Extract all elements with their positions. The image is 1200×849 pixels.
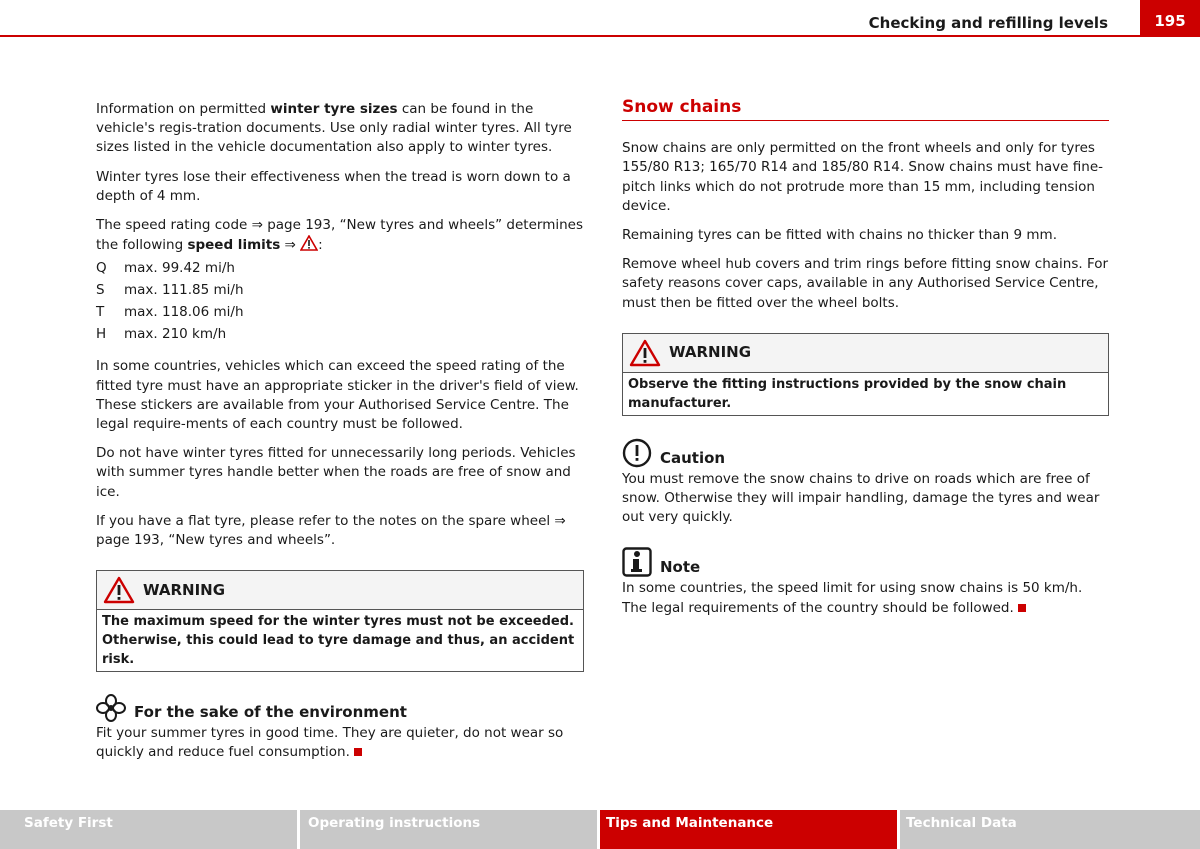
- end-mark: [1018, 604, 1026, 612]
- paragraph-sticker: In some countries, vehicles which can exceed the speed rating of the fitted tyre must have an appropriate sticker in the driver's field of view. These stickers are available from your Authorised Service Centre. The legal require-ments of each country must be followed.: [96, 358, 579, 433]
- caution-title: Caution: [660, 448, 726, 467]
- caution-icon: [622, 438, 652, 468]
- tab-operating-instructions[interactable]: Operating instructions: [300, 810, 597, 849]
- warning-title: WARNING: [669, 343, 752, 362]
- warning-title: WARNING: [143, 580, 226, 599]
- caution-header: [622, 438, 1109, 468]
- note-text: In some countries, the speed limit for using snow chains is 50 km/h. The legal requirements of the country should be followed.: [622, 580, 1083, 616]
- flower-icon: [96, 694, 126, 722]
- list-item: H max. 210 km/h: [96, 326, 227, 343]
- environment-title: For the sake of the environment: [134, 703, 407, 722]
- right-column: [622, 98, 1109, 628]
- note-title: Note: [660, 558, 701, 577]
- note-header: [622, 547, 1109, 577]
- left-column: [96, 100, 584, 773]
- info-icon: [622, 547, 652, 577]
- warning-text: Observe the fitting instructions provided by the snow chain manufacturer.: [628, 376, 1067, 411]
- bold-term: winter tyre sizes: [270, 101, 398, 117]
- tab-safety-first[interactable]: Safety First: [0, 810, 297, 849]
- caution-text: You must remove the snow chains to drive on roads which are free of snow. Otherwise they will impair handling, damage the tyres and wear out very quickly.: [622, 470, 1100, 526]
- warning-text: The maximum speed for the winter tyres must not be exceeded. Otherwise, this could lead to tyre damage and thus, an accident risk.: [102, 614, 575, 668]
- paragraph-winter-tyre-sizes: Information on permitted winter tyre sizes can be found in the vehicle's regis-tration documents. Use only radial winter tyres. All tyre sizes listed in the vehicle documentation also apply to winter tyres.: [96, 101, 572, 156]
- warning-box: [96, 570, 584, 672]
- tab-tips-and-maintenance[interactable]: Tips and Maintenance: [600, 810, 897, 849]
- environment-header: [96, 694, 584, 722]
- paragraph-remaining-tyres: Remaining tyres can be fitted with chains no thicker than 9 mm.: [622, 227, 1057, 244]
- list-item: T max. 118.06 mi/h: [96, 304, 244, 321]
- paragraph-flat-tyre: If you have a flat tyre, please refer to the notes on the spare wheel ⇒ page 193, “New tyres and wheels”.: [96, 512, 566, 549]
- tab-technical-data[interactable]: Technical Data: [900, 810, 1200, 849]
- chapter-title: Checking and refilling levels: [868, 14, 1108, 32]
- header-rule: [0, 35, 1140, 37]
- page-number: 195: [1140, 0, 1200, 37]
- section-title: Snow chains: [622, 98, 1109, 121]
- warning-triangle-icon: [300, 235, 318, 251]
- paragraph-permitted-tyres: Snow chains are only permitted on the front wheels and only for tyres 155/80 R13; 165/70 R14 and 185/80 R14. Snow chains must have fine-pitch links which do not protrude more than 15 mm, including tension device.: [622, 140, 1104, 214]
- warning-header: [623, 334, 1108, 373]
- warning-triangle-icon: [103, 576, 135, 604]
- paragraph-winter-duration: Do not have winter tyres fitted for unnecessarily long periods. Vehicles with summer tyres handle better when the roads are free of snow and ice.: [96, 445, 576, 500]
- paragraph-hub-covers: Remove wheel hub covers and trim rings before fitting snow chains. For safety reasons cover caps, available in any Authorised Service Centre, must then be fitted over the wheel bolts.: [622, 256, 1109, 311]
- paragraph-speed-rating: The speed rating code ⇒ page 193, “New tyres and wheels” determines the following speed limits ⇒ :: [96, 217, 584, 254]
- end-mark: [354, 748, 362, 756]
- footer-nav: [0, 810, 1200, 849]
- warning-triangle-icon: [629, 339, 661, 367]
- paragraph-tread-depth: Winter tyres lose their effectiveness when the tread is worn down to a depth of 4 mm.: [96, 168, 571, 204]
- warning-header: [97, 571, 583, 610]
- environment-text: Fit your summer tyres in good time. They are quieter, do not wear so quickly and reduce fuel consumption.: [96, 725, 564, 761]
- list-item: S max. 111.85 mi/h: [96, 282, 244, 299]
- list-item: Q max. 99.42 mi/h: [96, 260, 235, 277]
- speed-limit-list: [96, 259, 584, 347]
- warning-box: [622, 333, 1109, 416]
- bold-term: speed limits: [187, 237, 281, 254]
